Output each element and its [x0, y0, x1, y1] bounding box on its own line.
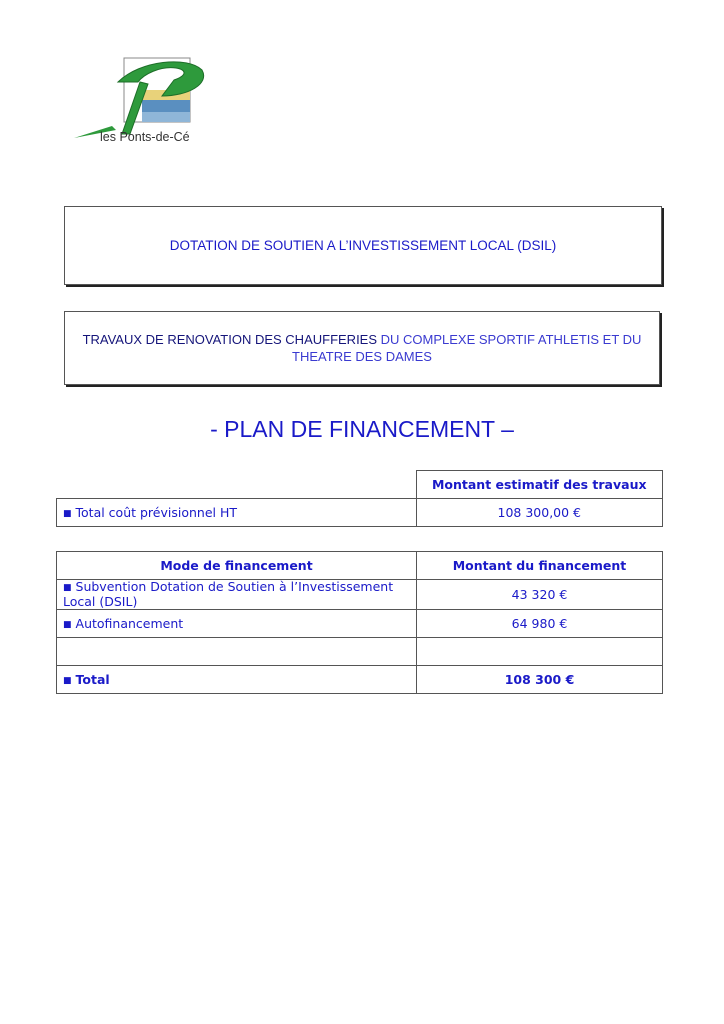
financing-value — [417, 638, 663, 666]
cost-table — [56, 470, 663, 527]
bullet-icon: ■ — [63, 583, 72, 593]
project-title — [77, 331, 647, 365]
financing-header-row — [57, 552, 663, 580]
financing-header-amount: Montant du financement — [417, 552, 663, 580]
bullet-icon: ■ — [63, 509, 72, 519]
total-label: Total — [75, 672, 110, 687]
table-row — [57, 499, 663, 527]
bullet-icon: ■ — [63, 620, 72, 630]
empty-cell — [57, 471, 417, 499]
table-row — [57, 638, 663, 666]
financing-value: 43 320 € — [417, 580, 663, 610]
bullet-icon: ■ — [63, 676, 72, 686]
financing-table — [56, 551, 663, 694]
program-title: DOTATION DE SOUTIEN A L’INVESTISSEMENT LOCAL (DSIL) — [169, 238, 557, 253]
project-title-part2: DU COMPLEXE SPORTIF ATHLETIS ET DU THEATRE DES DAMES — [292, 332, 642, 364]
cost-value: 108 300,00 € — [416, 499, 663, 527]
total-value: 108 300 € — [417, 666, 663, 694]
financing-header-mode: Mode de financement — [57, 552, 417, 580]
financing-label: Autofinancement — [75, 616, 184, 631]
total-label-cell — [57, 666, 417, 694]
logo-text: les Ponts-de-Cé — [100, 130, 190, 144]
plan-title: - PLAN DE FINANCEMENT – — [210, 416, 514, 442]
financing-label: Subvention Dotation de Soutien à l’Investissement Local (DSIL) — [63, 579, 394, 609]
cost-header: Montant estimatif des travaux — [416, 471, 663, 499]
project-title-part1: TRAVAUX DE RENOVATION DES CHAUFFERIES — [82, 332, 378, 347]
total-row — [57, 666, 663, 694]
financing-label-cell — [57, 638, 417, 666]
financing-label-cell — [57, 610, 417, 638]
financing-value: 64 980 € — [417, 610, 663, 638]
table-row — [57, 580, 663, 610]
cost-label-cell — [57, 499, 417, 527]
financing-label-cell — [57, 580, 417, 610]
table-row — [57, 610, 663, 638]
cost-label: Total coût prévisionnel HT — [75, 505, 238, 520]
project-title-box — [64, 311, 660, 385]
ponts-de-ce-logo — [70, 52, 210, 148]
cost-table-header-row — [57, 471, 663, 499]
program-title-box — [64, 206, 662, 285]
